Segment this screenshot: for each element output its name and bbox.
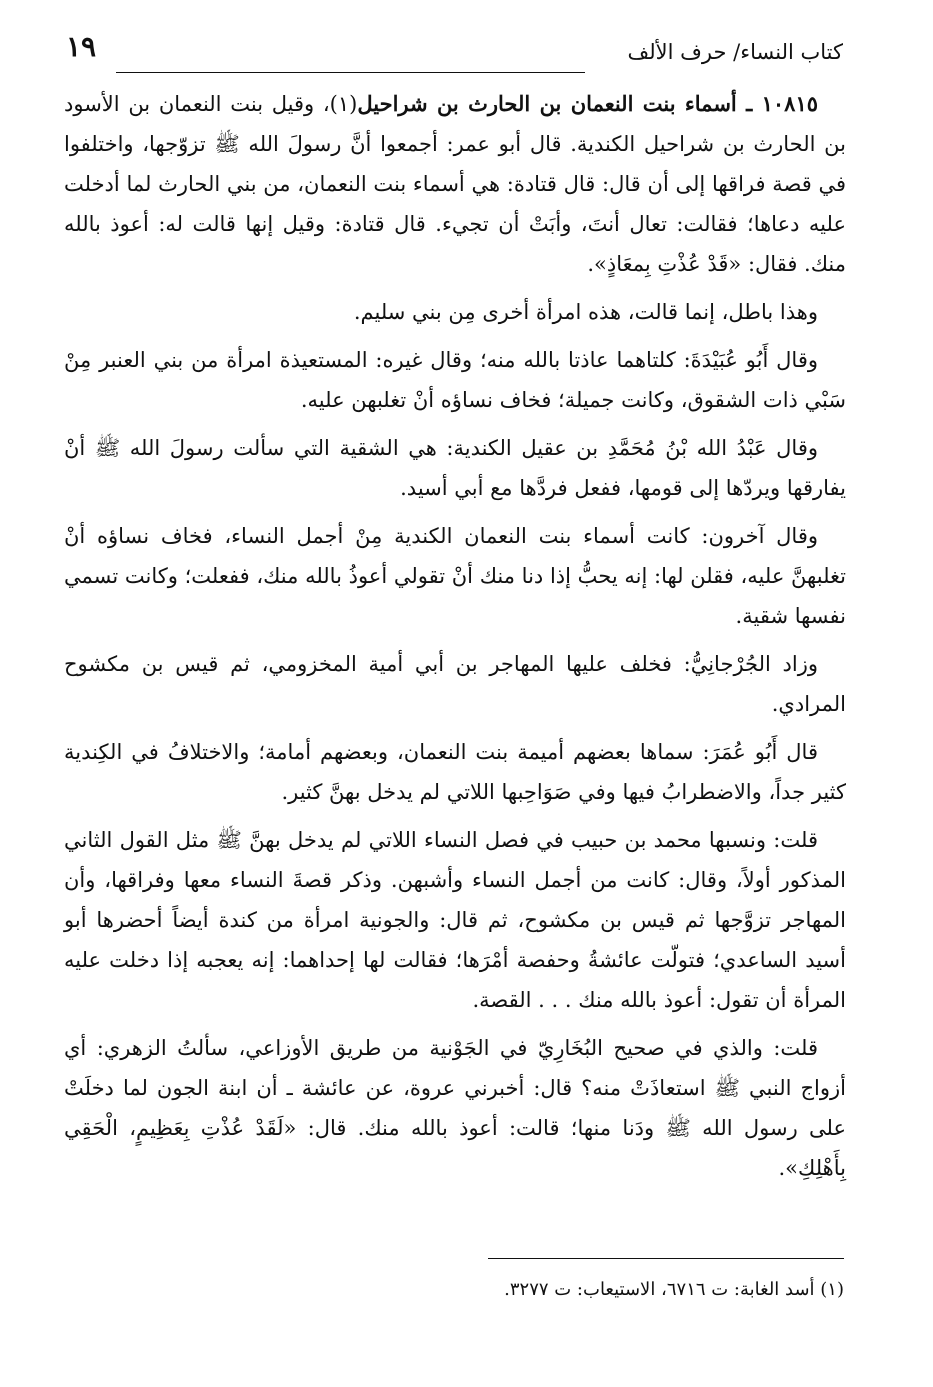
paragraph: وزاد الجُرْجانِيُّ: فخلف عليها المهاجر بن أبي أمية المخزومي، ثم قيس بن مكشوح المرادي. [64, 652, 846, 716]
page-number: ١٩ [66, 30, 97, 63]
paragraph: قلت: والذي في صحيح البُخَارِيّ في الجَوْنية من طريق الأوزاعي، سألتُ الزهري: أي أزواج النبي ﷺ استعاذَتْ منه؟ قال: أخبرني عروة، عن عائشة ـ أن ابنة الجون لما دخلَتْ على رسول الله ﷺ ودَنا منها؛ قالت: أعوذ بالله منك. قال: «لَقَدْ عُذْتِ بِعَظِيمٍ، الْحَقِي بِأَهْلِكِ». [64, 1036, 846, 1180]
entry-number: ١٠٨١٥ [761, 91, 819, 116]
entry-title: أسماء بنت النعمان بن الحارث بن شراحيل [357, 91, 737, 116]
page-header [66, 30, 843, 70]
paragraph: وقال عَبْدُ الله بْنُ مُحَمَّدِ بن عقيل الكندية: هي الشقية التي سألت رسولَ الله ﷺ أنْ يفارقها ويردّها إلى قومها، ففعل فردَّها مع أبي أسيد. [64, 436, 846, 500]
entry-dash: ـ [736, 91, 762, 116]
paragraph: قلت: ونسبها محمد بن حبيب في فصل النساء اللاتي لم يدخل بهنَّ ﷺ مثل القول الثاني المذكور أولاً، وقال: كانت من أجمل النساء وأشبهن. وذكر قصةَ النساء معها وفراقها، وأن المهاجر تزوَّجها ثم قيس بن مكشوح، ثم قال: والجونية امرأة من كندة أيضاً أحضرها أبو أسيد الساعدي؛ فتولّت عائشةُ وحفصة أمْرَها؛ فقالت لها إحداهما: إنه يعجبه إذا دخلت عليه المرأة أن تقول: أعوذ بالله منك . . . القصة. [64, 828, 846, 1012]
running-title: كتاب النساء/ حرف الألف [627, 40, 843, 64]
entry-text: ، وقيل بنت النعمان بن الأسود بن الحارث بن شراحيل الكندية. قال أبو عمر: أجمعوا أنَّ رسولَ الله ﷺ تزوّجها، واختلفوا في قصة فراقها إلى أن قال: قال قتادة: هي أسماء بنت النعمان، من بني الحارث لما أدخلت عليه دعاها؛ فقالت: تعال أنتَ، وأبَتْ أن تجيء. قال قتادة: وقيل إنها قالت له: أعوذ بالله منك. فقال: «قَدْ عُذْتِ بِمعَاذٍ». [64, 92, 846, 276]
paragraph: قال أَبُو عُمَرَ: سماها بعضهم أميمة بنت النعمان، وبعضهم أمامة؛ والاختلافُ في الكِندية كثير جداً، والاضطرابُ فيها وفي صَوَاحِبها اللاتي لم يدخل بهنَّ كثير. [64, 740, 846, 804]
footnote-marker: (١) [329, 92, 358, 116]
paragraph: وقال أَبُو عُبَيْدَةَ: كلتاهما عاذتا بالله منه؛ وقال غيره: المستعيذة امرأة من بني العنبر مِنْ سَبْي ذات الشقوق، وكانت جميلة؛ فخاف نساؤه أنْ تغلبهن عليه. [64, 348, 846, 412]
page-body [64, 84, 846, 1196]
entry-paragraph [64, 84, 846, 284]
footnote-rule [488, 1258, 844, 1259]
paragraph: وقال آخرون: كانت أسماء بنت النعمان الكندية مِنْ أجمل النساء، فخاف نساؤه أنْ تغلبهنَّ عليه، فقلن لها: إنه يحبُّ إذا دنا منك أنْ تقولي أعوذُ بالله منك، ففعلت؛ وكانت تسمي نفسها شقية. [64, 524, 846, 628]
header-rule [116, 72, 585, 73]
footnote: (١) أسد الغابة: ت ٦٧١٦، الاستيعاب: ت ٣٢٧٧. [504, 1279, 844, 1300]
paragraph: وهذا باطل، إنما قالت، هذه امرأة أخرى مِن بني سليم. [353, 300, 818, 324]
